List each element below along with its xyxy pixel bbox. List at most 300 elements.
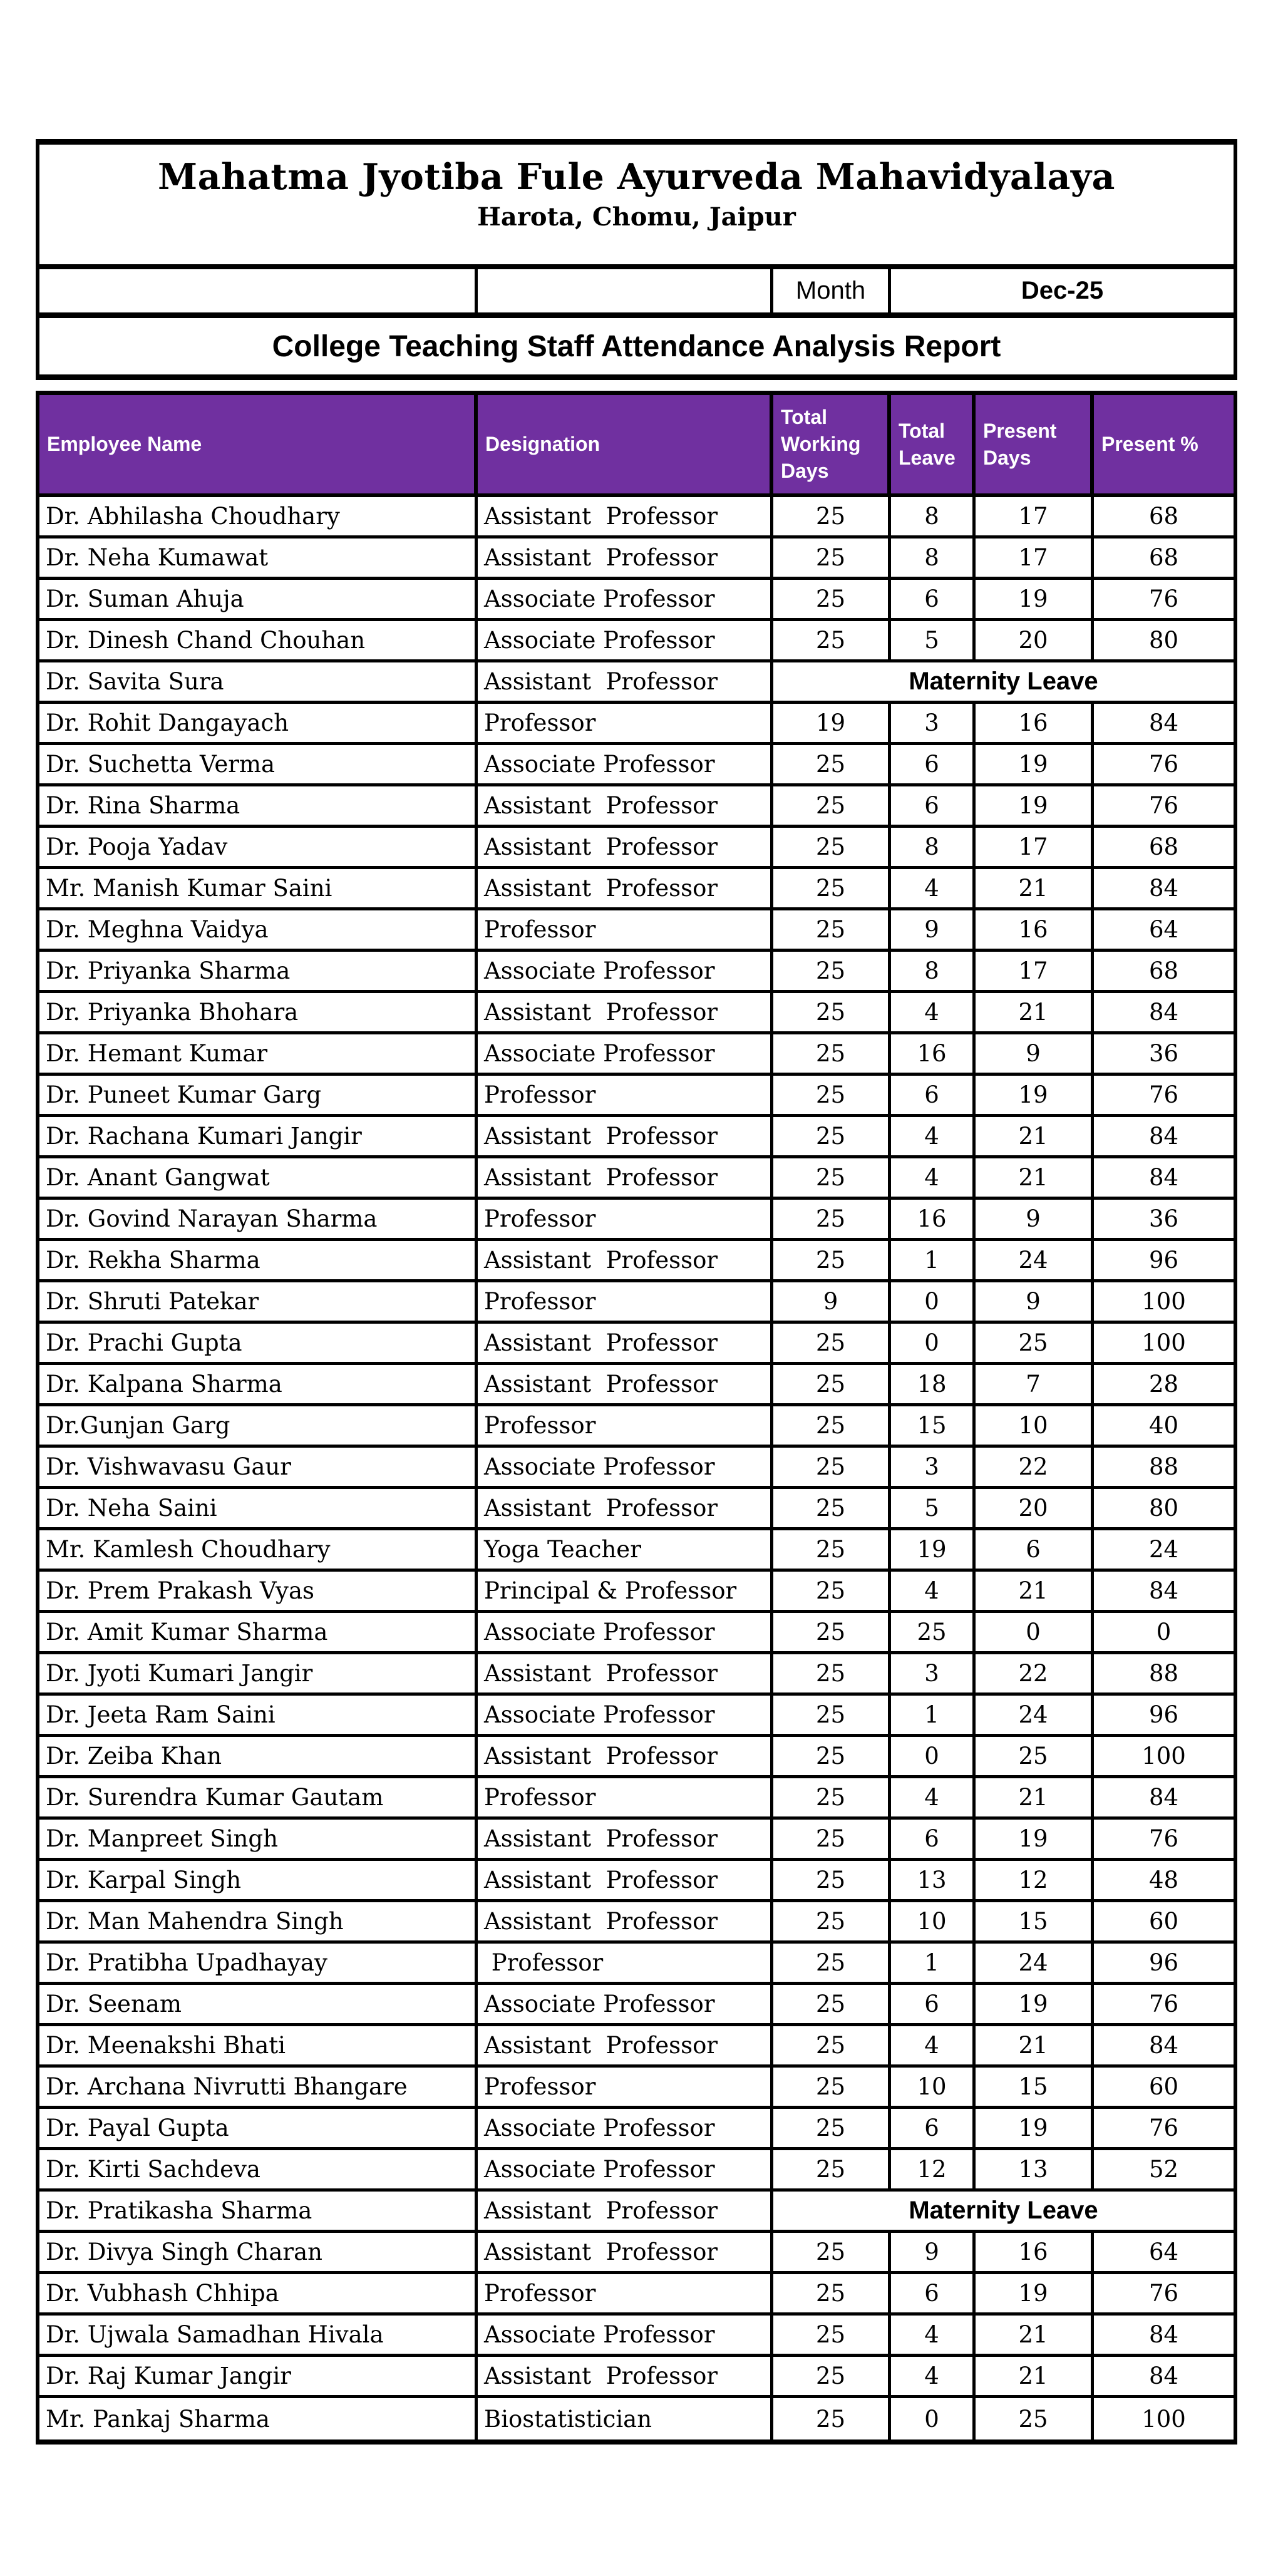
table-row [39, 828, 1234, 869]
present-days-cell: 19 [976, 1985, 1094, 2023]
employee-name-cell: Dr. Rekha Sharma [39, 1241, 478, 1279]
month-row [36, 269, 1237, 318]
employee-name-cell: Dr. Payal Gupta [39, 2109, 478, 2147]
present-percent-cell: 88 [1148, 1453, 1179, 1480]
total-working-days-cell: 25 [773, 2026, 891, 2064]
table-row [39, 2316, 1234, 2357]
total-working-days-cell: 25 [773, 2316, 891, 2354]
table-row [39, 1365, 1234, 1406]
institution-location: Harota, Chomu, Jaipur [477, 202, 796, 232]
designation-cell: Assistant Professor [478, 828, 773, 866]
designation-cell: Associate Professor [478, 2109, 773, 2147]
employee-name-cell: Dr. Zeiba Khan [39, 1737, 478, 1775]
total-leave-cell: 5 [891, 621, 976, 659]
present-days-cell: 20 [976, 621, 1094, 659]
present-days-cell: 13 [976, 2150, 1094, 2188]
present-days-cell: 21 [976, 1117, 1094, 1155]
total-leave-cell: 3 [891, 1654, 976, 1692]
present-percent-cell: 88 [1148, 1660, 1179, 1687]
total-leave-cell: 6 [891, 745, 976, 783]
present-days-cell: 16 [976, 704, 1094, 742]
table-row [39, 2357, 1234, 2398]
total-leave-cell: 16 [891, 1034, 976, 1073]
employee-name-cell: Dr. Govind Narayan Sharma [39, 1200, 478, 1238]
total-leave-cell: 4 [891, 1778, 976, 1816]
employee-name-cell: Dr. Kirti Sachdeva [39, 2150, 478, 2188]
employee-name-cell: Mr. Manish Kumar Saini [39, 869, 478, 907]
table-row [39, 1117, 1234, 1158]
total-working-days-cell: 25 [773, 1696, 891, 1734]
table-row [39, 1902, 1234, 1944]
designation-cell: Professor [478, 1200, 773, 1238]
table-row [39, 1324, 1234, 1365]
attendance-table [36, 391, 1237, 2445]
designation-cell: Associate Professor [478, 1985, 773, 2023]
total-working-days-cell: 25 [773, 1158, 891, 1197]
present-days-cell: 16 [976, 2233, 1094, 2271]
designation-cell: Associate Professor [478, 621, 773, 659]
employee-name-cell: Dr. Pratikasha Sharma [39, 2192, 478, 2230]
present-percent-cell: 76 [1148, 585, 1179, 612]
designation-cell: Assistant Professor [478, 786, 773, 825]
total-leave-cell: 6 [891, 1076, 976, 1114]
table-row [39, 1613, 1234, 1654]
total-leave-cell: 9 [891, 2233, 976, 2271]
total-leave-cell: 16 [891, 1200, 976, 1238]
total-leave-cell: 0 [891, 2398, 976, 2439]
table-row [39, 1034, 1234, 1076]
total-leave-cell: 12 [891, 2150, 976, 2188]
total-working-days-cell: 25 [773, 1613, 891, 1651]
designation-cell: Assistant Professor [478, 1117, 773, 1155]
total-leave-cell: 3 [891, 1448, 976, 1486]
table-row [39, 1696, 1234, 1737]
present-days-cell: 21 [976, 2357, 1094, 2395]
present-days-cell: 17 [976, 538, 1094, 577]
total-leave-cell: 4 [891, 2357, 976, 2395]
total-leave-cell: 4 [891, 2026, 976, 2064]
designation-cell: Professor [478, 1778, 773, 1816]
present-percent-cell: 80 [1148, 627, 1179, 654]
employee-name-cell: Dr. Prem Prakash Vyas [39, 1572, 478, 1610]
present-days-cell: 21 [976, 869, 1094, 907]
designation-cell: Assistant Professor [478, 869, 773, 907]
present-days-cell: 21 [976, 1158, 1094, 1197]
total-working-days-cell: 25 [773, 1076, 891, 1114]
total-leave-cell: 8 [891, 497, 976, 535]
present-days-cell: 19 [976, 786, 1094, 825]
present-days-cell: 17 [976, 497, 1094, 535]
total-leave-cell: 1 [891, 1241, 976, 1279]
table-row [39, 1572, 1234, 1613]
present-days-cell: 25 [976, 1324, 1094, 1362]
total-working-days-cell: 25 [773, 2274, 891, 2312]
employee-name-cell: Dr. Suchetta Verma [39, 745, 478, 783]
designation-cell: Professor [478, 704, 773, 742]
employee-name-cell: Dr. Karpal Singh [39, 1861, 478, 1899]
employee-name-cell: Dr. Shruti Patekar [39, 1282, 478, 1321]
designation-cell: Assistant Professor [478, 1365, 773, 1403]
designation-cell: Associate Professor [478, 1613, 773, 1651]
table-row [39, 2109, 1234, 2150]
present-days-cell: 21 [976, 2316, 1094, 2354]
designation-cell: Assistant Professor [478, 1820, 773, 1858]
designation-cell: Assistant Professor [478, 1654, 773, 1692]
employee-name-cell: Dr. Vishwavasu Gaur [39, 1448, 478, 1486]
total-leave-cell: 6 [891, 1985, 976, 2023]
present-percent-cell: 80 [1148, 1495, 1179, 1522]
employee-name-cell: Dr. Abhilasha Choudhary [39, 497, 478, 535]
designation-cell: Associate Professor [478, 745, 773, 783]
designation-cell: Professor [478, 910, 773, 949]
total-working-days-cell: 25 [773, 1200, 891, 1238]
present-days-cell: 9 [976, 1282, 1094, 1321]
present-days-cell: 19 [976, 1820, 1094, 1858]
present-days-cell: 7 [976, 1365, 1094, 1403]
total-working-days-cell: 25 [773, 1034, 891, 1073]
total-working-days-cell: 25 [773, 1530, 891, 1569]
total-working-days-cell: 25 [773, 910, 891, 949]
designation-cell: Professor [478, 1406, 773, 1445]
total-working-days-cell: 25 [773, 1902, 891, 1940]
table-row [39, 1861, 1234, 1902]
designation-cell: Associate Professor [478, 1448, 773, 1486]
employee-name-cell: Dr. Seenam [39, 1985, 478, 2023]
table-row [39, 621, 1234, 662]
present-percent-cell: 76 [1148, 792, 1179, 819]
present-days-cell: 19 [976, 580, 1094, 618]
present-percent-cell: 84 [1148, 875, 1179, 902]
designation-cell: Assistant Professor [478, 1489, 773, 1527]
total-working-days-cell: 25 [773, 993, 891, 1031]
report-document [36, 139, 1237, 2445]
designation-cell: Assistant Professor [478, 2192, 773, 2230]
table-row [39, 2233, 1234, 2274]
employee-name-cell: Dr. Meenakshi Bhati [39, 2026, 478, 2064]
present-percent-cell: 76 [1148, 1081, 1179, 1108]
present-percent-cell: 28 [1148, 1371, 1179, 1398]
table-row [39, 869, 1234, 910]
table-row [39, 662, 1234, 704]
present-percent-cell: 84 [1148, 2321, 1179, 2348]
table-row [39, 952, 1234, 993]
present-percent-cell: 96 [1148, 1247, 1179, 1274]
total-working-days-cell: 25 [773, 786, 891, 825]
table-row [39, 993, 1234, 1034]
table-row [39, 704, 1234, 745]
present-percent-cell: 68 [1148, 833, 1179, 860]
present-percent-cell: 84 [1148, 1784, 1179, 1811]
present-percent-cell: 96 [1148, 1701, 1179, 1728]
total-leave-cell: 8 [891, 828, 976, 866]
present-days-cell: 19 [976, 2274, 1094, 2312]
present-days-cell: 15 [976, 1902, 1094, 1940]
institution-header [36, 139, 1237, 269]
present-days-cell: 19 [976, 745, 1094, 783]
present-days-cell: 12 [976, 1861, 1094, 1899]
total-working-days-cell: 25 [773, 2109, 891, 2147]
table-row [39, 2026, 1234, 2068]
present-percent-cell: 48 [1148, 1867, 1179, 1893]
present-days-cell: 24 [976, 1696, 1094, 1734]
employee-name-cell: Mr. Pankaj Sharma [39, 2398, 478, 2439]
present-percent-cell: 84 [1148, 999, 1179, 1026]
table-row [39, 580, 1234, 621]
employee-name-cell: Dr. Rachana Kumari Jangir [39, 1117, 478, 1155]
table-row [39, 1282, 1234, 1324]
employee-name-cell: Dr. Priyanka Sharma [39, 952, 478, 990]
present-percent-cell: 60 [1148, 2073, 1179, 2100]
present-days-cell: 15 [976, 2068, 1094, 2106]
employee-name-cell: Dr. Pooja Yadav [39, 828, 478, 866]
present-percent-cell: 84 [1148, 1123, 1179, 1150]
present-percent-cell: 60 [1148, 1908, 1179, 1935]
total-working-days-cell: 25 [773, 1365, 891, 1403]
total-working-days-cell: 25 [773, 952, 891, 990]
designation-cell: Assistant Professor [478, 1158, 773, 1197]
table-row [39, 1737, 1234, 1778]
present-percent-cell: 36 [1148, 1205, 1179, 1232]
total-leave-cell: 18 [891, 1365, 976, 1403]
table-row [39, 2150, 1234, 2192]
employee-name-cell: Dr. Neha Kumawat [39, 538, 478, 577]
employee-name-cell: Dr. Anant Gangwat [39, 1158, 478, 1197]
employee-name-cell: Dr. Raj Kumar Jangir [39, 2357, 478, 2395]
present-percent-cell: 64 [1148, 2239, 1179, 2265]
employee-name-cell: Dr.Gunjan Garg [39, 1406, 478, 1445]
present-percent-cell: 76 [1148, 751, 1179, 778]
present-days-cell: 20 [976, 1489, 1094, 1527]
designation-cell: Associate Professor [478, 952, 773, 990]
column-header-total-working-days: Total Working Days [773, 395, 891, 493]
employee-name-cell: Dr. Divya Singh Charan [39, 2233, 478, 2271]
table-row [39, 1158, 1234, 1200]
table-row [39, 1489, 1234, 1530]
total-leave-cell: 6 [891, 2109, 976, 2147]
total-leave-cell: 0 [891, 1324, 976, 1362]
present-days-cell: 17 [976, 952, 1094, 990]
present-days-cell: 25 [976, 2398, 1094, 2439]
present-percent-cell: 96 [1148, 1949, 1179, 1976]
present-percent-cell: 100 [1141, 1329, 1186, 1356]
present-percent-cell: 40 [1148, 1412, 1179, 1439]
present-days-cell: 16 [976, 910, 1094, 949]
empty-cell [478, 269, 773, 312]
designation-cell: Assistant Professor [478, 993, 773, 1031]
employee-name-cell: Dr. Suman Ahuja [39, 580, 478, 618]
table-row [39, 1076, 1234, 1117]
month-value: Dec-25 [1021, 277, 1104, 304]
table-header-row [39, 395, 1234, 497]
column-header-present-days: Present Days [976, 395, 1094, 493]
designation-cell: Principal & Professor [478, 1572, 773, 1610]
present-days-cell: 0 [976, 1613, 1094, 1651]
total-leave-cell: 6 [891, 580, 976, 618]
present-days-cell: 25 [976, 1737, 1094, 1775]
total-leave-cell: 6 [891, 786, 976, 825]
total-leave-cell: 8 [891, 952, 976, 990]
employee-name-cell: Dr. Neha Saini [39, 1489, 478, 1527]
total-working-days-cell: 25 [773, 1448, 891, 1486]
total-working-days-cell: 25 [773, 1985, 891, 2023]
total-leave-cell: 4 [891, 2316, 976, 2354]
present-days-cell: 19 [976, 1076, 1094, 1114]
table-row [39, 497, 1234, 538]
designation-cell: Yoga Teacher [478, 1530, 773, 1569]
report-title: College Teaching Staff Attendance Analysis Report [36, 318, 1237, 380]
designation-cell: Assistant Professor [478, 662, 773, 701]
designation-cell: Assistant Professor [478, 1902, 773, 1940]
total-leave-cell: 4 [891, 1117, 976, 1155]
present-days-cell: 22 [976, 1654, 1094, 1692]
total-leave-cell: 19 [891, 1530, 976, 1569]
present-percent-cell: 68 [1148, 503, 1179, 530]
total-leave-cell: 10 [891, 2068, 976, 2106]
present-percent-cell: 68 [1148, 957, 1179, 984]
month-label: Month [773, 269, 891, 312]
employee-name-cell: Dr. Ujwala Samadhan Hivala [39, 2316, 478, 2354]
total-leave-cell: 3 [891, 704, 976, 742]
table-row [39, 2192, 1234, 2233]
total-working-days-cell: 19 [773, 704, 891, 742]
employee-name-cell: Dr. Archana Nivrutti Bhangare [39, 2068, 478, 2106]
total-working-days-cell: 25 [773, 580, 891, 618]
total-working-days-cell: 25 [773, 497, 891, 535]
column-header-employee-name: Employee Name [39, 395, 478, 493]
total-working-days-cell: 25 [773, 869, 891, 907]
employee-name-cell: Dr. Rohit Dangayach [39, 704, 478, 742]
total-working-days-cell: 25 [773, 1737, 891, 1775]
total-working-days-cell: 25 [773, 828, 891, 866]
total-leave-cell: 9 [891, 910, 976, 949]
present-percent-cell: 84 [1148, 1577, 1179, 1604]
total-leave-cell: 10 [891, 1902, 976, 1940]
employee-name-cell: Dr. Manpreet Singh [39, 1820, 478, 1858]
column-header-total-leave: Total Leave [891, 395, 976, 493]
table-row [39, 786, 1234, 828]
present-days-cell: 17 [976, 828, 1094, 866]
designation-cell: Assistant Professor [478, 2233, 773, 2271]
designation-cell: Professor [478, 1282, 773, 1321]
present-percent-cell: 100 [1141, 2405, 1186, 2433]
employee-name-cell: Dr. Puneet Kumar Garg [39, 1076, 478, 1114]
present-percent-cell: 52 [1148, 2156, 1179, 2183]
spacer [36, 380, 1237, 391]
present-percent-cell: 68 [1148, 544, 1179, 571]
designation-cell: Assistant Professor [478, 2026, 773, 2064]
present-days-cell: 24 [976, 1241, 1094, 1279]
total-leave-cell: 5 [891, 1489, 976, 1527]
total-working-days-cell: 25 [773, 2357, 891, 2395]
present-percent-cell: 24 [1148, 1536, 1179, 1563]
total-leave-cell: 4 [891, 869, 976, 907]
total-working-days-cell: 25 [773, 1861, 891, 1899]
designation-cell: Professor [478, 2068, 773, 2106]
employee-name-cell: Dr. Meghna Vaidya [39, 910, 478, 949]
designation-cell: Assistant Professor [478, 1324, 773, 1362]
total-working-days-cell: 25 [773, 2150, 891, 2188]
total-leave-cell: 25 [891, 1613, 976, 1651]
table-row [39, 1448, 1234, 1489]
empty-cell [39, 269, 478, 312]
table-row [39, 1530, 1234, 1572]
table-row [39, 1820, 1234, 1861]
table-row [39, 2274, 1234, 2316]
employee-name-cell: Mr. Kamlesh Choudhary [39, 1530, 478, 1569]
total-leave-cell: 6 [891, 2274, 976, 2312]
total-leave-cell: 0 [891, 1282, 976, 1321]
total-working-days-cell: 25 [773, 1406, 891, 1445]
total-working-days-cell: 25 [773, 1117, 891, 1155]
total-working-days-cell: 25 [773, 1241, 891, 1279]
table-row [39, 1985, 1234, 2026]
total-leave-cell: 13 [891, 1861, 976, 1899]
present-days-cell: 21 [976, 993, 1094, 1031]
total-leave-cell: 6 [891, 1820, 976, 1858]
present-days-cell: 9 [976, 1034, 1094, 1073]
total-leave-cell: 1 [891, 1944, 976, 1982]
total-working-days-cell: 25 [773, 745, 891, 783]
total-working-days-cell: 25 [773, 1820, 891, 1858]
total-leave-cell: 4 [891, 993, 976, 1031]
present-percent-cell: 100 [1141, 1743, 1186, 1770]
present-percent-cell: 84 [1148, 2032, 1179, 2059]
table-row [39, 745, 1234, 786]
table-row [39, 1778, 1234, 1820]
employee-name-cell: Dr. Man Mahendra Singh [39, 1902, 478, 1940]
present-days-cell: 21 [976, 1572, 1094, 1610]
present-days-cell: 24 [976, 1944, 1094, 1982]
table-row [39, 1406, 1234, 1448]
maternity-leave-cell: Maternity Leave [909, 667, 1098, 695]
employee-name-cell: Dr. Dinesh Chand Chouhan [39, 621, 478, 659]
total-working-days-cell: 25 [773, 1489, 891, 1527]
present-days-cell: 21 [976, 2026, 1094, 2064]
total-working-days-cell: 25 [773, 2068, 891, 2106]
present-percent-cell: 76 [1148, 2115, 1179, 2141]
employee-name-cell: Dr. Jyoti Kumari Jangir [39, 1654, 478, 1692]
present-percent-cell: 84 [1148, 709, 1179, 736]
designation-cell: Biostatistician [478, 2398, 773, 2439]
designation-cell: Professor [478, 2274, 773, 2312]
total-working-days-cell: 25 [773, 538, 891, 577]
total-leave-cell: 15 [891, 1406, 976, 1445]
present-days-cell: 21 [976, 1778, 1094, 1816]
total-leave-cell: 0 [891, 1737, 976, 1775]
table-row [39, 910, 1234, 952]
total-leave-cell: 1 [891, 1696, 976, 1734]
table-body [39, 497, 1234, 2439]
total-working-days-cell: 25 [773, 621, 891, 659]
designation-cell: Associate Professor [478, 2150, 773, 2188]
present-percent-cell: 76 [1148, 1991, 1179, 2017]
present-days-cell: 6 [976, 1530, 1094, 1569]
designation-cell: Assistant Professor [478, 538, 773, 577]
employee-name-cell: Dr. Prachi Gupta [39, 1324, 478, 1362]
designation-cell: Assistant Professor [478, 497, 773, 535]
total-leave-cell: 4 [891, 1158, 976, 1197]
present-days-cell: 9 [976, 1200, 1094, 1238]
designation-cell: Assistant Professor [478, 1241, 773, 1279]
designation-cell: Assistant Professor [478, 1737, 773, 1775]
designation-cell: Associate Professor [478, 1696, 773, 1734]
present-percent-cell: 100 [1141, 1288, 1186, 1315]
present-percent-cell: 36 [1148, 1040, 1179, 1067]
employee-name-cell: Dr. Kalpana Sharma [39, 1365, 478, 1403]
present-percent-cell: 0 [1156, 1619, 1172, 1646]
present-days-cell: 22 [976, 1448, 1094, 1486]
present-percent-cell: 76 [1148, 1825, 1179, 1852]
